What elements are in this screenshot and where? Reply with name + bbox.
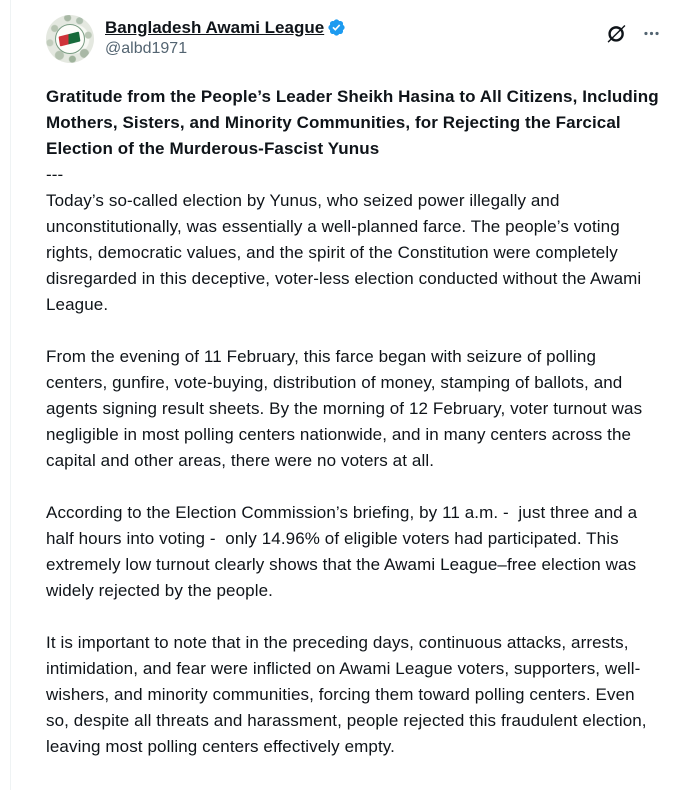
post-paragraph: From the evening of 11 February, this farce began with seizure of polling centers, gunfire, vote-buying, distribution of money, stamping of ballots, and agents signing result sheets. By the morning of 12 February, voter turnout was negligible in most polling centers nationwide, and in many centers across the capital and other areas, there were no voters at all. [46,347,648,470]
author-handle[interactable]: @albd1971 [105,40,188,57]
tweet [46,15,663,760]
more-icon [642,24,661,43]
post-paragraph: It is important to note that in the preceding days, continuous attacks, arrests, intimidation, and fear were inflicted on Awami League voters, supporters, well-wishers, and minority communities, forcing them toward polling centers. Even so, despite all threats and harassment, people rejected this fraudulent election, leaving most polling centers effectively empty. [46,633,652,756]
post-paragraph: According to the Election Commission’s briefing, by 11 a.m. - just three and a half hours into voting - only 14.96% of eligible voters had participated. This extremely low turnout clearly shows that the Awami League–free election was widely rejected by the people. [46,503,643,600]
post-separator: --- [46,165,64,184]
post-paragraph: Today’s so-called election by Yunus, who seized power illegally and unconstitutionally, was essentially a well-planned farce. The people’s voting rights, democratic values, and the spirit of the Constitution were completely disregarded in this deceptive, voter-less election conducted without the Awami League. [46,191,647,314]
grok-button[interactable] [603,20,630,47]
tweet-header [46,15,663,63]
tweet-column [10,0,675,790]
author-name-row [105,17,603,38]
verified-badge-icon [327,18,346,37]
author-block [105,15,603,59]
author-name[interactable]: Bangladesh Awami League [105,18,325,37]
header-actions [603,15,663,47]
post-title: Gratitude from the People’s Leader Sheikh Hasina to All Citizens, Including Mothers, Sisters, and Minority Communities, for Rejecting the Farcical Election of the Murderous-Fascist Yunus [46,87,664,158]
more-button[interactable] [640,22,663,45]
grok-icon [605,22,628,45]
avatar[interactable] [46,15,94,63]
tweet-text [46,84,662,760]
